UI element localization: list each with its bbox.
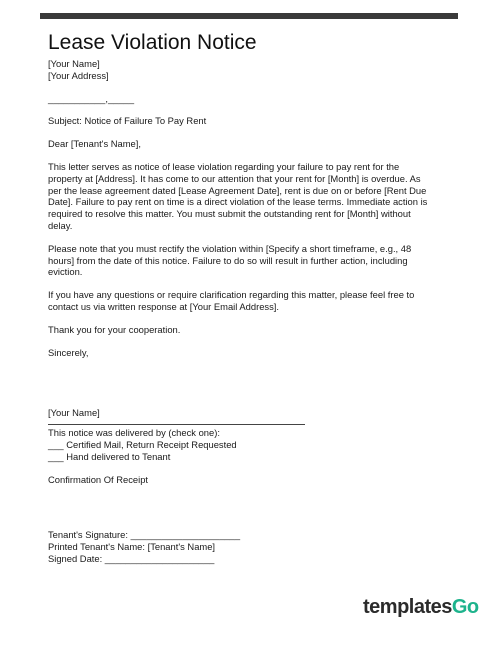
date-line: ___________,_____: [48, 92, 135, 104]
document-title: Lease Violation Notice: [48, 31, 257, 54]
thanks-line: Thank you for your cooperation.: [48, 323, 181, 335]
tenant-signature-line: Tenant's Signature: _____________________: [48, 529, 241, 541]
subject-line: Subject: Notice of Failure To Pay Rent: [48, 115, 207, 127]
body-paragraph-2: Please note that you must rectify the violation within [Specify a short timeframe, e.g., 48 hours] from the date of this notice. Failure to do so will result in further action, including eviction.: [48, 242, 412, 278]
document-page: [48, 30, 428, 565]
sender-address: [Your Address]: [48, 69, 109, 81]
signature-rule: [48, 419, 305, 425]
closing-line: Sincerely,: [48, 346, 89, 358]
delivery-heading: This notice was delivered by (check one):: [48, 427, 220, 439]
templatesgo-logo: [363, 596, 479, 619]
signed-date-line: Signed Date: _____________________: [48, 552, 215, 564]
logo-text-go: Go: [451, 596, 479, 618]
page-top-bar: [40, 13, 458, 19]
printed-name-line: Printed Tenant's Name: [Tenant's Name]: [48, 541, 216, 553]
logo-text-templates: templates: [363, 596, 452, 618]
body-paragraph-3: If you have any questions or require clarification regarding this matter, please feel free to contact us via written response at [Your Email Address].: [48, 289, 415, 312]
delivery-option-hand: ___ Hand delivered to Tenant: [48, 450, 171, 462]
signature-name: [Your Name]: [48, 407, 100, 419]
body-paragraph-1: This letter serves as notice of lease violation regarding your failure to pay rent for the property at [Address]. It has come to our attention that your rent for [Month] is overdue. As per the lease agreement dated [Lease Agreement Date], rent is due on or before [Rent Due Date]. Failure to pay rent on time is a direct violation of the lease terms. Immediate action is required to resolve this matter. You must submit the outstanding rent for [Month] without delay.: [48, 160, 428, 231]
delivery-option-mail: ___ Certified Mail, Return Receipt Requested: [48, 438, 237, 450]
confirmation-heading: Confirmation Of Receipt: [48, 473, 149, 485]
salutation: Dear [Tenant's Name],: [48, 138, 141, 150]
sender-name: [Your Name]: [48, 58, 100, 69]
